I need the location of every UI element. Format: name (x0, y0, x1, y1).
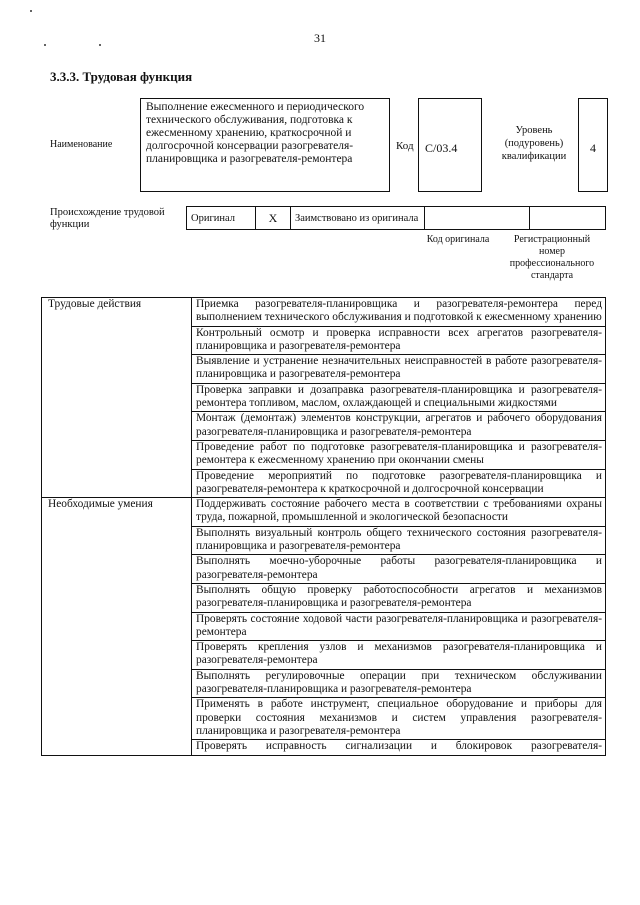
scan-speck (44, 44, 46, 46)
level-value: 4 (590, 141, 596, 155)
code-label: Код (396, 140, 414, 152)
original-code-cell (425, 207, 530, 230)
origin-table (186, 206, 606, 230)
skill-item: Выполнять регулировочные операции при техническом обслуживании разогревателя-планировщика и разогревателя-ремонтера (192, 669, 606, 698)
function-name-box (140, 98, 390, 192)
skill-item: Поддерживать состояние рабочего места в соответствии с требованиями охраны труда, пожарной, промышленной и экологической безопасности (192, 498, 606, 527)
function-name: Выполнение ежесменного и периодического технического обслуживания, подготовка к ежесменному хранению, краткосрочной и долгосрочной консервации разогревателя-планировщика и разогревателя-ремонтера (146, 101, 365, 165)
scan-speck (99, 44, 101, 46)
level-label: Уровень (подуровень) квалификации (501, 125, 567, 162)
labor-action-item: Проведение работ по подготовке разогревателя-планировщика и разогревателя-ремонтера к ежесменному хранению при окончании смены (192, 440, 606, 469)
original-mark: X (256, 207, 291, 230)
origin-label: Происхождение трудовой функции (50, 207, 165, 230)
page-number: 31 (314, 31, 326, 45)
skill-item: Выполнять моечно-уборочные работы разогревателя-планировщика и разогревателя-ремонтера (192, 555, 606, 584)
name-label: Наименование (50, 139, 113, 150)
skill-item: Проверять состояние ходовой части разогревателя-планировщика и разогревателя-ремонтера (192, 612, 606, 641)
reg-number-cell (530, 207, 606, 230)
skills-label: Необходимые умения (42, 498, 192, 755)
main-table (41, 297, 606, 756)
labor-action-item: Приемка разогревателя-планировщика и разогревателя-ремонтера перед выполнением технического обслуживания и подготовкой к ежесменному хранению (192, 298, 606, 327)
labor-action-item: Выявление и устранение незначительных неисправностей в работе разогревателя-планировщика и разогревателя-ремонтера (192, 355, 606, 384)
skill-item: Проверять исправность сигнализации и блокировок разогревателя- (192, 740, 606, 755)
labor-action-item: Монтаж (демонтаж) элементов конструкции, агрегатов и рабочего оборудования разогревателя-планировщика и разогревателя-ремонтера (192, 412, 606, 441)
borrowed-label: Заимствовано из оригинала (291, 207, 425, 230)
code-box (418, 98, 482, 192)
skill-item: Проверять крепления узлов и механизмов разогревателя-планировщика и разогревателя-ремонтера (192, 641, 606, 670)
labor-action-item: Контрольный осмотр и проверка исправности всех агрегатов разогревателя-планировщика и разогревателя-ремонтера (192, 326, 606, 355)
scan-speck (30, 10, 32, 12)
labor-action-item: Проверка заправки и дозаправка разогревателя-планировщика и разогревателя-ремонтера топливом, маслом, охлаждающей и специальными жидкостями (192, 383, 606, 412)
skill-item: Выполнять общую проверку работоспособности агрегатов и механизмов разогревателя-планировщика и разогревателя-ремонтера (192, 583, 606, 612)
table-row (42, 298, 606, 327)
labor-actions-label: Трудовые действия (42, 298, 192, 498)
table-row (42, 498, 606, 527)
code-value: С/03.4 (425, 141, 458, 155)
section-title: 3.3.3. Трудовая функция (50, 69, 193, 84)
labor-action-item: Проведение мероприятий по подготовке разогревателя-планировщика и разогревателя-ремонтера к краткосрочной и долгосрочной консервации (192, 469, 606, 498)
caption-original-code: Код оригинала (426, 234, 490, 245)
skill-item: Применять в работе инструмент, специальное оборудование и приборы для проверки состояния механизмов и систем управления разогревателя-планировщика и разогревателя-ремонтера (192, 698, 606, 740)
level-box (578, 98, 608, 192)
skill-item: Выполнять визуальный контроль общего технического состояния разогревателя-планировщика и разогревателя-ремонтера (192, 526, 606, 555)
original-label: Оригинал (187, 207, 256, 230)
caption-reg-number: Регистрационный номер профессионального стандарта (509, 234, 595, 281)
